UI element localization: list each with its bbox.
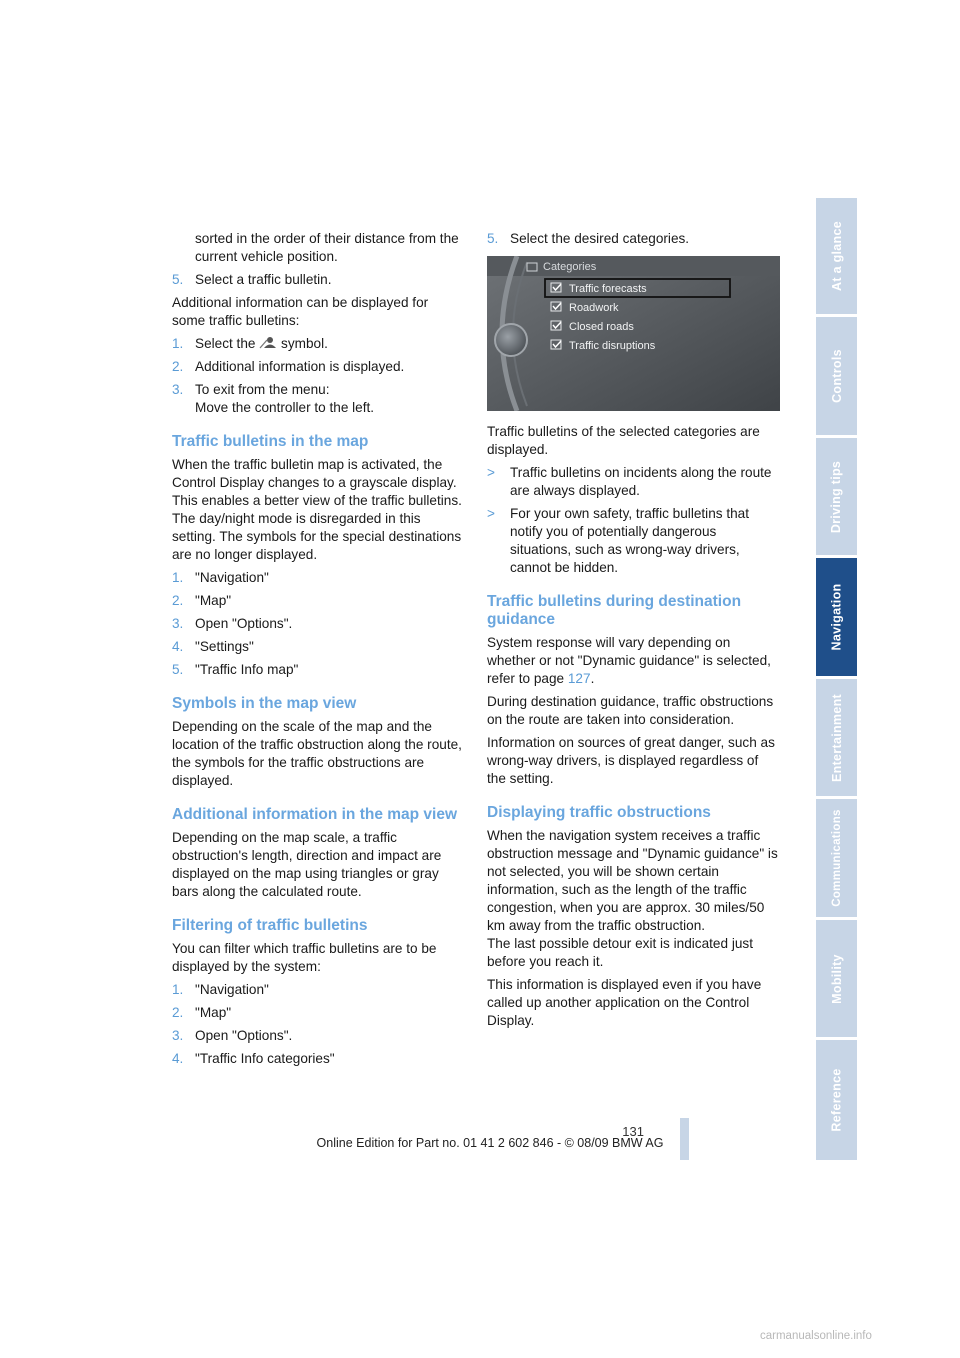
section-body (487, 827, 779, 971)
step-item (172, 569, 464, 587)
screen-title-bar (487, 256, 780, 276)
step-text: "Navigation" (195, 570, 269, 585)
tab-at-a-glance[interactable] (816, 198, 857, 314)
page-number: 131 (622, 1124, 644, 1139)
bullet-item (487, 464, 779, 500)
chapter-sidebar (816, 198, 857, 1160)
step-text: "Navigation" (195, 982, 269, 997)
step-text: symbol. (281, 336, 328, 351)
step-item (172, 592, 464, 610)
tab-mobility[interactable] (816, 920, 857, 1037)
screen-item: Closed roads (569, 321, 634, 333)
page-marker-bar (680, 1118, 689, 1160)
step-number: 1. (172, 982, 184, 997)
section-heading-additional-info: Additional information in the map view (172, 806, 458, 823)
bullet-text: Traffic bulletins on incidents along the route are always displayed. (510, 465, 772, 498)
step-number: 1. (172, 570, 184, 585)
screen-title: Categories (543, 261, 597, 273)
tab-label: Reference (829, 1068, 844, 1132)
tab-label: Communications (830, 809, 843, 907)
section-body: When the traffic bulletin map is activated, the Control Display changes to a grayscale display. This enables a better view of the traffic bulletins. The day/night mode is disregarded in this setting. The symbols for the special destinations are no longer displayed. (172, 457, 462, 562)
section-body (487, 634, 779, 688)
step-item (172, 638, 464, 656)
section-body: You can filter which traffic bulletins are to be displayed by the system: (172, 941, 437, 974)
section-heading-traffic-map: Traffic bulletins in the map (172, 433, 369, 450)
tab-label: At a glance (829, 221, 844, 291)
step-item (172, 1027, 464, 1045)
tab-entertainment[interactable] (816, 679, 857, 796)
step-number: 2. (172, 1005, 184, 1020)
tab-controls[interactable] (816, 317, 857, 435)
edition-footer: Online Edition for Part no. 01 41 2 602 846 - © 08/09 BMW AG (316, 1136, 664, 1150)
step-item (172, 981, 464, 999)
page-reference-link[interactable]: 127 (567, 671, 591, 686)
tab-reference[interactable] (816, 1040, 857, 1160)
body-text: . (590, 671, 595, 686)
step-number: 3. (172, 382, 184, 397)
step-item (172, 358, 464, 376)
step-text: "Traffic Info categories" (195, 1051, 335, 1066)
step-text: Open "Options". (195, 616, 293, 631)
step-number: 4. (172, 1051, 184, 1066)
step-number: 4. (172, 639, 184, 654)
left-column (172, 230, 464, 1073)
tab-communications[interactable] (816, 799, 857, 917)
bullet-marker: > (487, 465, 495, 480)
after-screen-text: Traffic bulletins of the selected categories are displayed. (487, 424, 760, 457)
step-number: 2. (172, 593, 184, 608)
step-item (172, 1004, 464, 1022)
step-item (172, 271, 464, 289)
body-text: The last possible detour exit is indicated just before you reach it. (487, 936, 753, 969)
section-heading-destination-guidance: Traffic bulletins during destination guidance (487, 593, 742, 628)
section-body: Information on sources of great danger, such as wrong-way drivers, is displayed regardless of the setting. (487, 735, 775, 786)
watermark: carmanualsonline.info (760, 1330, 872, 1342)
tab-driving-tips[interactable] (816, 438, 857, 555)
screen-item: Traffic forecasts (569, 283, 647, 295)
additional-intro: Additional information can be displayed for some traffic bulletins: (172, 295, 429, 328)
section-body: Depending on the map scale, a traffic obstruction's length, direction and impact are displayed on the map using triangles or gray bars along the calculated route. (172, 830, 442, 899)
tab-navigation[interactable] (816, 558, 857, 676)
bullet-item (487, 505, 779, 577)
tab-label: Mobility (829, 953, 844, 1004)
bullet-text: For your own safety, traffic bulletins that notify you of potentially dangerous situations, such as wrong-way drivers, cannot be hidden. (510, 506, 750, 575)
intro-continuation: sorted in the order of their distance from the current vehicle position. (195, 231, 459, 264)
tab-label: Entertainment (829, 693, 844, 782)
step-text: "Map" (195, 1005, 232, 1020)
step-continuation: Move the controller to the left. (195, 400, 375, 415)
section-heading-displaying-obstructions: Displaying traffic obstructions (487, 804, 711, 821)
step-item (172, 381, 464, 417)
screen-item: Traffic disruptions (569, 340, 656, 352)
step-text: "Settings" (195, 639, 254, 654)
controller-knob (495, 324, 527, 356)
section-heading-symbols: Symbols in the map view (172, 695, 357, 712)
tab-label: Navigation (829, 583, 844, 651)
section-heading-filtering: Filtering of traffic bulletins (172, 917, 368, 934)
step-item (487, 230, 779, 248)
step-number: 5. (487, 231, 499, 246)
step-item (172, 661, 464, 679)
step-text: To exit from the menu: (195, 382, 330, 397)
step-number: 5. (172, 662, 184, 677)
control-display-screenshot (487, 256, 780, 411)
step-text: Select the desired categories. (510, 231, 690, 246)
step-item (172, 1050, 464, 1068)
step-text: Additional information is displayed. (195, 359, 405, 374)
section-body: During destination guidance, traffic obstructions on the route are taken into consideration. (487, 694, 774, 727)
step-text: Select the (195, 336, 256, 351)
section-body: This information is displayed even if you have called up another application on the Control Display. (487, 977, 762, 1028)
tab-label: Controls (829, 349, 844, 403)
traffic-info-icon (259, 336, 277, 350)
step-item (172, 615, 464, 633)
body-text: System response will vary depending on whether or not "Dynamic guidance" is selected, refer to page (487, 635, 771, 686)
step-item (172, 335, 464, 353)
step-text: "Traffic Info map" (195, 662, 299, 677)
step-number: 3. (172, 1028, 184, 1043)
step-number: 3. (172, 616, 184, 631)
bullet-marker: > (487, 506, 495, 521)
step-number: 1. (172, 336, 184, 351)
tab-label: Driving tips (829, 460, 844, 533)
screen-item: Roadwork (569, 302, 619, 314)
step-text: Open "Options". (195, 1028, 293, 1043)
right-column (487, 230, 779, 1035)
step-text: Select a traffic bulletin. (195, 272, 332, 287)
step-text: "Map" (195, 593, 232, 608)
body-text: When the navigation system receives a traffic obstruction message and "Dynamic guidance" is not selected, you will be shown certain information, such as the length of the traffic congestion, when you are approx. 30 miles/50 km away from the traffic obstruction. (487, 828, 778, 933)
section-body: Depending on the scale of the map and the location of the traffic obstruction along the route, the symbols for the traffic obstructions are displayed. (172, 719, 462, 788)
step-number: 5. (172, 272, 184, 287)
step-number: 2. (172, 359, 184, 374)
